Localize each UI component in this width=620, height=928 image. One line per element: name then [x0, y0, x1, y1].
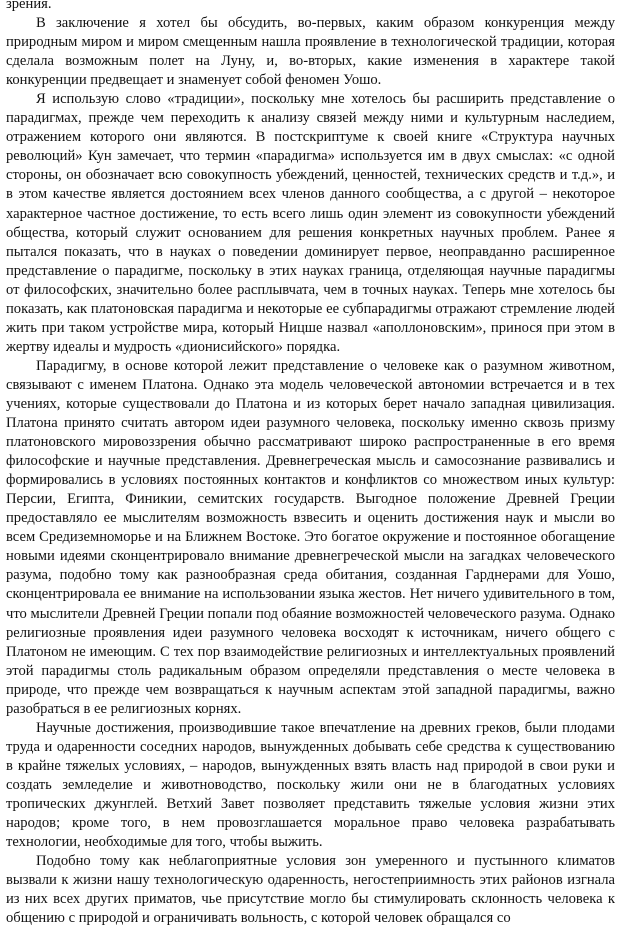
paragraph-climate-conditions: Подобно тому как неблагоприятные условия зон умеренного и пустынного климатов вызвали к жизни нашу технологическую одаренность, негостеприимность этих районов изгнала из них всех других приматов, чье присутствие могло бы стимулировать склонность человека к общению с природой и ограничивать вольность, с которой человек обращался со	[6, 853, 615, 927]
paragraph-conclusion: В заключение я хотел бы обсудить, во-первых, каким образом конкуренция между природным миром и миром смещенным нашла проявление в технологической традиции, которая сделала возможным полет на Луну, и, во-вторых, какие изменения в характере такой конкуренции предвещает и знаменует собой феномен Уошо.	[6, 15, 615, 89]
paragraph-traditions: Я использую слово «традиции», поскольку мне хотелось бы расширить представление о парадигмах, прежде чем переходить к анализу связей между ними и культурным наследием, отражением которого они являются. В постскриптуме к своей книге «Структура научных революций» Кун замечает, что термин «парадигма» используется им в двух смыслах: «с одной стороны, он обозначает всю совокупность убеждений, ценностей, технических средств и т.д.», и в этом качестве является достоянием всех членов данного сообщества, а с другой – некоторое характерное частное достижение, то есть всего лишь один элемент из совокупности убеждений общества, который служит основанием для решения конкретных научных проблем. Ранее я пытался показать, что в науках о поведении доминирует первое, неоправданно расширенное представление о парадигме, поскольку в этих науках граница, отделяющая научные парадигмы от философских, значительно более расплывчата, чем в точных науках. Теперь мне хотелось бы показать, как платоновская парадигма и некоторые ее субпарадигмы отражают стремление людей жить при таком устройстве мира, который Ницше назвал «аполлоновским», принося при этом в жертву идеалы и мудрость «дионисийского» порядка.	[6, 91, 615, 355]
paragraph-fragment-top: зрения.	[6, 0, 52, 12]
paragraph-scientific-achievements: Научные достижения, производившие такое впечатление на древних греков, были плодами труда и одаренности соседних народов, вынужденных добывать себе средства к существованию в крайне тяжелых условиях, – народов, вынужденных взять власть над природой в свои руки и создать земледелие и животноводство, поскольку жили они не в благодатных условиях тропических джунглей. Ветхий Завет позволяет представить тяжелые условия жизни этих народов; кроме того, в нем провозглашается моральное право человека разрабатывать технологии, необходимые для того, чтобы выжить.	[6, 719, 615, 851]
paragraph-paradigm-plato: Парадигму, в основе которой лежит представление о человеке как о разумном животном, связывают с именем Платона. Однако эта модель человеческой автономии встречается и в тех учениях, которые существовали до Платона и из которых берет начало западная цивилизация. Платона принято считать автором идеи разумного человека, поскольку именно сквозь призму платоновского мировоззрения обычно рассматривают широко распространенные в его время философские и научные представления. Древнегреческая мысль и самосознание развивались и формировались в условиях постоянных контактов и конфликтов со множеством иных культур: Персии, Египта, Финикии, семитских государств. Выгодное положение Древней Греции предоставляло ее мыслителям возможность взвесить и оценить достижения наук и мысли во всем Средиземноморье и на Ближнем Востоке. Это богатое окружение и постоянное обогащение новыми идеями сконцентрировало внимание древнегреческой мысли на загадках человеческого разума, подобно тому как разнообразная среда обитания, созданная Гарднерами для Уошо, сконцентрировала ее внимание на использовании языка жестов. Нет ничего удивительного в том, что мыслители Древней Греции попали под обаяние возможностей человеческого разума. Однако религиозные проявления идеи разумного человека восходят к источникам, ничего общего с Платоном не имеющим. С тех пор взаимодействие религиозных и интеллектуальных проявлений этой парадигмы столь радикальным образом определяли представления о месте человека в природе, что прежде чем возвращаться к научным аспектам этой западной парадигмы, важно разобраться в ее религиозных корнях.	[6, 357, 615, 717]
